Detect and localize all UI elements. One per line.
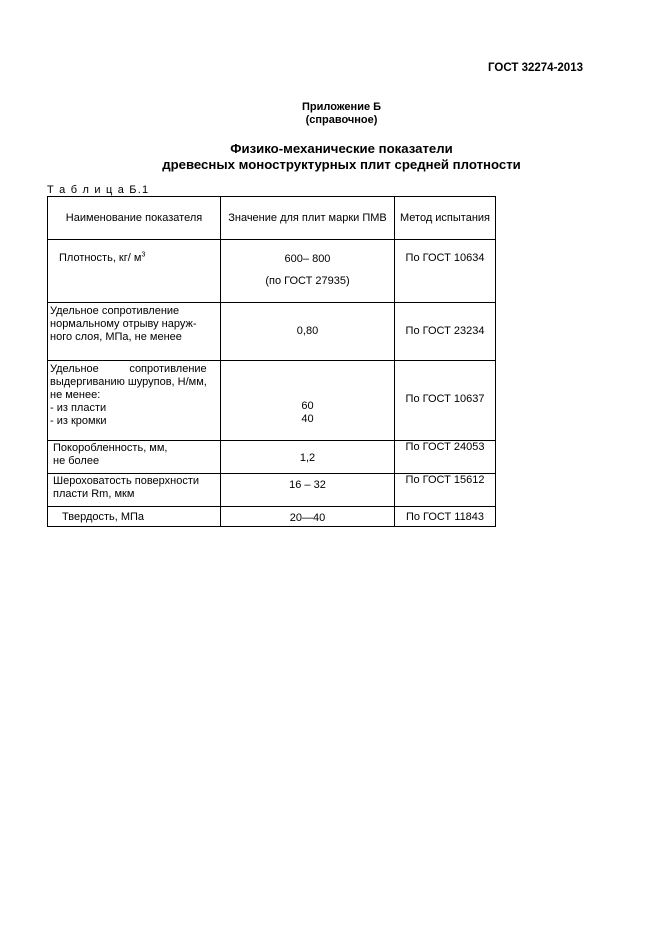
- name-line: выдергиванию шурупов, Н/мм,: [50, 376, 207, 388]
- row-method: [395, 361, 496, 441]
- row-method: [395, 240, 496, 303]
- value-edge: 40: [301, 413, 314, 425]
- name-line: - из пласти: [50, 402, 107, 414]
- row-name: [48, 441, 221, 474]
- name-line: Покоробленность, мм,: [53, 442, 168, 454]
- roughness-value: 16 – 32: [289, 479, 326, 491]
- row-method: По ГОСТ 23234: [395, 303, 496, 361]
- document-title: [0, 141, 661, 173]
- hardness-label: Твердость, МПа: [62, 511, 145, 523]
- row-name: [48, 303, 221, 361]
- row-method: [395, 441, 496, 474]
- properties-table: [47, 196, 496, 527]
- density-value: 600– 800: [284, 253, 331, 265]
- row-name: [48, 507, 221, 527]
- name-line: не более: [53, 455, 100, 467]
- density-unit-superscript: 3: [141, 251, 146, 259]
- warping-method: По ГОСТ 24053: [405, 441, 485, 453]
- table-row: [48, 474, 496, 507]
- title-line-1: Физико-механические показатели: [230, 141, 453, 156]
- name-line: нормальному отрыву наруж-: [50, 318, 197, 330]
- table-row: [48, 507, 496, 527]
- row-method: [395, 507, 496, 527]
- row-name: [48, 474, 221, 507]
- density-method: По ГОСТ 10634: [405, 252, 485, 264]
- name-line: Удельное сопротивление: [50, 305, 180, 317]
- density-value-note: (по ГОСТ 27935): [265, 275, 350, 287]
- warping-value: 1,2: [299, 452, 316, 464]
- row-method: [395, 474, 496, 507]
- header-value: Значение для плит марки ПМВ: [221, 197, 395, 240]
- roughness-method: По ГОСТ 15612: [405, 474, 485, 486]
- table-row: [48, 361, 496, 441]
- table-label: Т а б л и ц а Б.1: [47, 184, 150, 196]
- table-row: [48, 441, 496, 474]
- name-line: Шероховатость поверхности: [53, 475, 200, 487]
- header-name: Наименование показателя: [48, 197, 221, 240]
- row-value: [221, 361, 395, 441]
- appendix-heading: [0, 101, 661, 127]
- header-method: Метод испытания: [395, 197, 496, 240]
- standard-code: ГОСТ 32274-2013: [488, 62, 583, 74]
- row-value: [221, 441, 395, 474]
- title-line-2: древесных моноструктурных плит средней плотности: [162, 157, 521, 172]
- density-label: Плотность, кг/ м: [59, 252, 142, 264]
- value-face: 60: [301, 400, 314, 412]
- row-name: [48, 240, 221, 303]
- name-line: не менее:: [50, 389, 101, 401]
- table-header-row: [48, 197, 496, 240]
- table-row: [48, 240, 496, 303]
- row-value: [221, 240, 395, 303]
- appendix-type: (справочное): [305, 114, 378, 126]
- row-value: [221, 507, 395, 527]
- hardness-method: По ГОСТ 11843: [405, 511, 485, 523]
- name-line: Удельное сопротивление: [50, 363, 207, 375]
- name-line: ного слоя, МПа, не менее: [50, 331, 182, 343]
- name-line: - из кромки: [50, 415, 107, 427]
- row-value: [221, 474, 395, 507]
- hardness-value: 20—40: [289, 512, 326, 524]
- row-value: 0,80: [221, 303, 395, 361]
- row-name: [48, 361, 221, 441]
- appendix-title: Приложение Б: [301, 101, 382, 113]
- table-row: [48, 303, 496, 361]
- name-line: пласти Rm, мкм: [53, 488, 135, 500]
- withdrawal-method: По ГОСТ 10637: [405, 393, 485, 405]
